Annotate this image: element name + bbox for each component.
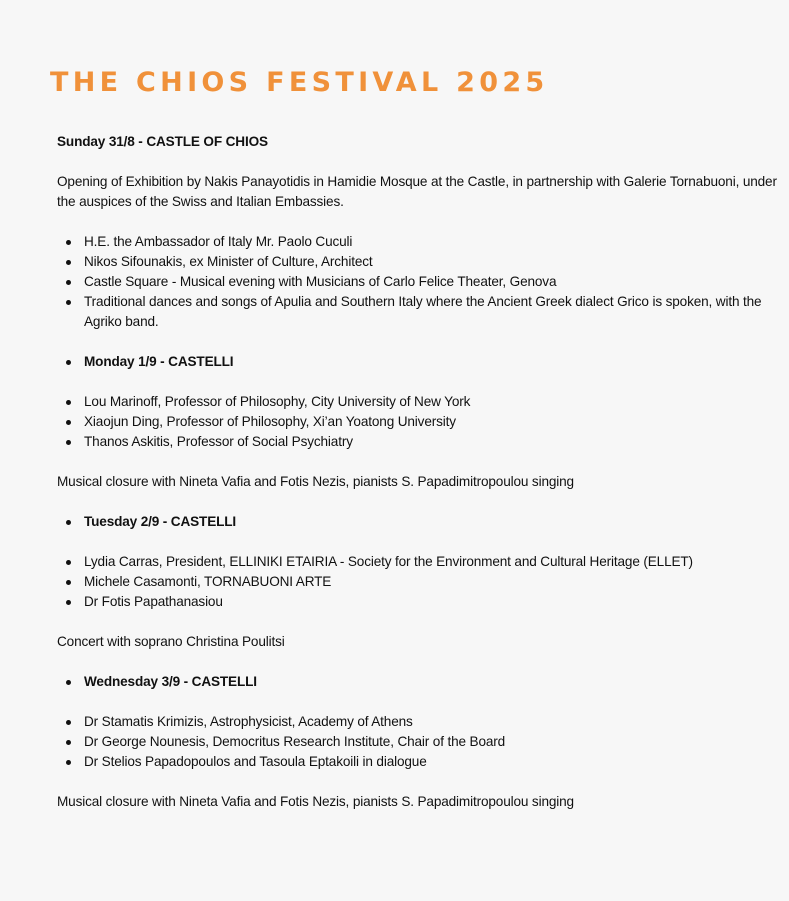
sunday-heading: Sunday 31/8 - CASTLE OF CHIOS bbox=[57, 134, 268, 149]
tuesday-closure: Concert with soprano Christina Poulitsi bbox=[57, 634, 285, 649]
monday-list bbox=[57, 392, 789, 452]
list-item: Dr Fotis Papathanasiou bbox=[84, 592, 789, 612]
wednesday-closure: Musical closure with Nineta Vafia and Fotis Nezis, pianists S. Papadimitropoulou singing bbox=[57, 794, 574, 809]
list-item: Michele Casamonti, TORNABUONI ARTE bbox=[84, 572, 789, 592]
tuesday-list bbox=[57, 552, 789, 612]
list-item: Dr George Nounesis, Democritus Research Institute, Chair of the Board bbox=[84, 732, 789, 752]
monday-closure: Musical closure with Nineta Vafia and Fotis Nezis, pianists S. Papadimitropoulou singing bbox=[57, 474, 574, 489]
sunday-list bbox=[57, 232, 789, 332]
list-item: Dr Stamatis Krimizis, Astrophysicist, Academy of Athens bbox=[84, 712, 789, 732]
sunday-intro: Opening of Exhibition by Nakis Panayotidis in Hamidie Mosque at the Castle, in partnership with Galerie Tornabuoni, under the auspices of the Swiss and Italian Embassies. bbox=[57, 174, 777, 209]
list-item: Xiaojun Ding, Professor of Philosophy, Xi’an Yoatong University bbox=[84, 412, 789, 432]
wednesday-heading: Wednesday 3/9 - CASTELLI bbox=[84, 672, 789, 692]
list-item: H.E. the Ambassador of Italy Mr. Paolo Cuculi bbox=[84, 232, 789, 252]
list-item: Lydia Carras, President, ELLINIKI ETAIRIA - Society for the Environment and Cultural Heritage (ELLET) bbox=[84, 552, 789, 572]
list-item: Dr Stelios Papadopoulos and Tasoula Eptakoili in dialogue bbox=[84, 752, 789, 772]
wednesday-heading-list bbox=[57, 672, 789, 692]
tuesday-heading-list bbox=[57, 512, 789, 532]
wednesday-list bbox=[57, 712, 789, 772]
program-content bbox=[57, 132, 789, 832]
tuesday-heading: Tuesday 2/9 - CASTELLI bbox=[84, 512, 789, 532]
monday-heading-list bbox=[57, 352, 789, 372]
festival-title: THE CHIOS FESTIVAL 2025 bbox=[50, 67, 549, 98]
monday-heading: Monday 1/9 - CASTELLI bbox=[84, 352, 789, 372]
list-item: Castle Square - Musical evening with Musicians of Carlo Felice Theater, Genova bbox=[84, 272, 789, 292]
list-item: Lou Marinoff, Professor of Philosophy, City University of New York bbox=[84, 392, 789, 412]
list-item: Thanos Askitis, Professor of Social Psychiatry bbox=[84, 432, 789, 452]
list-item: Nikos Sifounakis, ex Minister of Culture, Architect bbox=[84, 252, 789, 272]
list-item: Traditional dances and songs of Apulia and Southern Italy where the Ancient Greek dialect Grico is spoken, with the Agriko band. bbox=[84, 292, 789, 332]
